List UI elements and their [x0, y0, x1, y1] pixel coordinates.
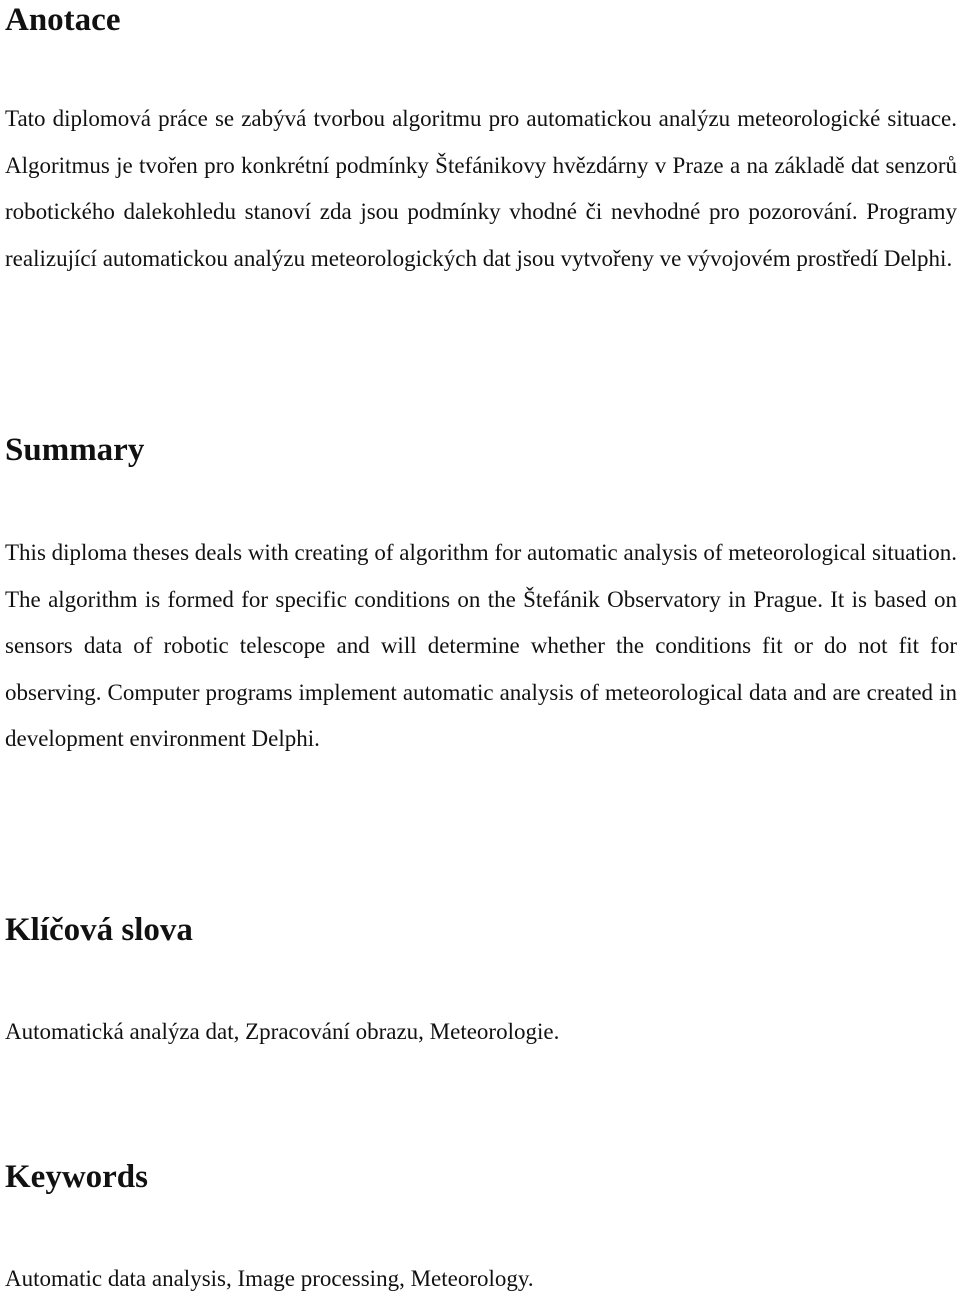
- keywords-heading: Keywords: [5, 1159, 148, 1195]
- anotace-heading: Anotace: [5, 2, 121, 38]
- klicova-slova-heading: Klíčová slova: [5, 912, 193, 948]
- summary-heading: Summary: [5, 432, 145, 468]
- keywords-text: Automatic data analysis, Image processing, Meteorology.: [5, 1266, 534, 1291]
- summary-paragraph: This diploma theses deals with creating of algorithm for automatic analysis of meteorological situation. The algorithm is formed for specific conditions on the Štefánik Observatory in Prague. It is based on sensors data of robotic telescope and will determine whether the conditions fit or do not fit for observing. Computer programs implement automatic analysis of meteorological data and are created in development environment Delphi.: [5, 540, 957, 751]
- klicova-slova-text: Automatická analýza dat, Zpracování obrazu, Meteorologie.: [5, 1019, 560, 1044]
- anotace-paragraph: Tato diplomová práce se zabývá tvorbou algoritmu pro automatickou analýzu meteorologické situace. Algoritmus je tvořen pro konkrétní podmínky Štefánikovy hvězdárny v Praze a na základě dat senzorů robotického dalekohledu stanoví zda jsou podmínky vhodné či nevhodné pro pozorování. Programy realizující automatickou analýzu meteorologických dat jsou vytvořeny ve vývojovém prostředí Delphi.: [5, 106, 957, 271]
